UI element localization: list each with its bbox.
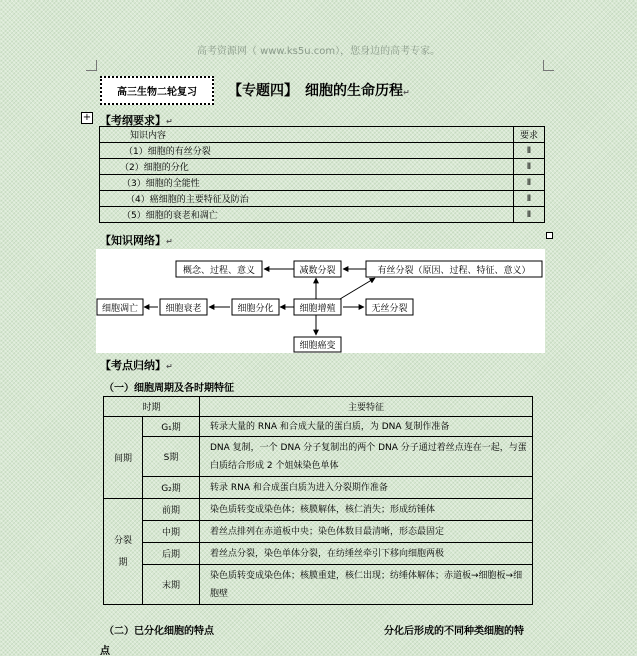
node-meiosis (294, 261, 341, 277)
node-aging (160, 299, 207, 315)
phase-cell: S期 (143, 437, 200, 477)
subsection-differentiated-tail: 点 (100, 646, 110, 657)
subsection-cell-cycle: （一）细胞周期及各时期特征 (104, 383, 234, 394)
subsection-differentiated-right: 分化后形成的不同种类细胞的特 (384, 626, 524, 637)
table-row (104, 477, 533, 499)
node-differentiation-label: 细胞分化 (237, 304, 274, 314)
node-amitosis (366, 299, 413, 315)
course-badge: 高三生物二轮复习 (100, 76, 214, 105)
feature-cell: 着丝点分裂，染色单体分裂，在纺缍丝牵引下移向细胞两极 (200, 543, 533, 565)
node-death-label: 细胞凋亡 (101, 304, 139, 314)
item-cell: （2）细胞的分化 (100, 159, 514, 175)
table-row (104, 565, 533, 605)
table-row (100, 143, 545, 159)
phase-cell: G₁期 (143, 417, 200, 437)
req-cell: Ⅱ (514, 143, 545, 159)
node-aging-label: 细胞衰老 (165, 304, 202, 314)
header-cell: 时期 (104, 397, 200, 417)
feature-cell: 转录大量的 RNA 和合成大量的蛋白质，为 DNA 复制作准备 (200, 417, 533, 437)
feature-cell: 着丝点排列在赤道板中央；染色体数目最清晰，形态最固定 (200, 521, 533, 543)
node-amitosis-label: 无丝分裂 (371, 304, 408, 314)
feature-cell: DNA 复制，一个 DNA 分子复制出的两个 DNA 分子通过着丝点连在一起，与蛋白质结合形成 2 个姐妹染色单体 (200, 437, 533, 477)
node-cancer (294, 337, 341, 352)
node-proliferation (294, 299, 341, 315)
node-proliferation-label: 细胞增殖 (299, 304, 336, 314)
item-cell: （5）细胞的衰老和凋亡 (100, 207, 514, 223)
req-cell: Ⅱ (514, 159, 545, 175)
crop-mark-top-right (543, 60, 554, 71)
table-row (104, 521, 533, 543)
table-row (100, 159, 545, 175)
table-row (104, 397, 533, 417)
table-row (100, 191, 545, 207)
table-row (104, 437, 533, 477)
node-death (97, 299, 143, 315)
table-resize-handle[interactable] (546, 232, 553, 239)
req-cell: Ⅱ (514, 175, 545, 191)
page-title: 【专题四】 细胞的生命历程↵ (228, 83, 410, 99)
knowledge-network-diagram (96, 249, 545, 353)
table-row (104, 543, 533, 565)
header-cell: 知识内容 (100, 127, 514, 143)
phase-cell: 末期 (143, 565, 200, 605)
division-cell: 分裂期 (104, 499, 143, 605)
feature-cell: 染色质转变成染色体；核膜重建，核仁出现；纺缍体解体；赤道板→细胞板→细胞壁 (200, 565, 533, 605)
phase-table (103, 396, 533, 605)
syllabus-table (99, 126, 545, 223)
crop-mark-top-left (86, 60, 97, 71)
arrow-proliferation-to-mitosis (340, 278, 375, 299)
phase-cell: G₂期 (143, 477, 200, 499)
req-cell: Ⅱ (514, 191, 545, 207)
page-header: 高考资源网（ www.ks5u.com），您身边的高考专家。 (196, 46, 441, 57)
node-differentiation (232, 299, 279, 315)
node-meiosis-label: 减数分裂 (299, 266, 336, 276)
phase-cell: 前期 (143, 499, 200, 521)
phase-cell: 中期 (143, 521, 200, 543)
item-cell: （1）细胞的有丝分裂 (100, 143, 514, 159)
section-network: 【知识网络】↵ (100, 234, 173, 247)
node-mitosis (366, 261, 542, 277)
req-cell: Ⅱ (514, 207, 545, 223)
node-mitosis-label: 有丝分裂（原因、过程、特征、意义） (377, 266, 531, 276)
table-row (104, 499, 533, 521)
section-syllabus: 【考纲要求】↵ (100, 114, 173, 127)
section-points: 【考点归纳】↵ (100, 359, 173, 372)
subsection-differentiated: （二）已分化细胞的特点 (104, 626, 214, 637)
node-concept-label: 概念、过程、意义 (182, 266, 256, 276)
table-move-handle-icon[interactable]: + (82, 112, 92, 123)
table-row (100, 207, 545, 223)
node-concept (176, 261, 262, 277)
node-cancer-label: 细胞癌变 (299, 341, 336, 351)
table-row (100, 127, 545, 143)
table-row (100, 175, 545, 191)
header-cell: 要求 (514, 127, 545, 143)
interphase-cell: 间期 (104, 417, 143, 499)
item-cell: （4）癌细胞的主要特征及防治 (100, 191, 514, 207)
feature-cell: 转录 RNA 和合成蛋白质为进入分裂期作准备 (200, 477, 533, 499)
phase-cell: 后期 (143, 543, 200, 565)
table-row (104, 417, 533, 437)
feature-cell: 染色质转变成染色体；核膜解体，核仁消失；形成纺锤体 (200, 499, 533, 521)
header-cell: 主要特征 (200, 397, 533, 417)
item-cell: （3）细胞的全能性 (100, 175, 514, 191)
